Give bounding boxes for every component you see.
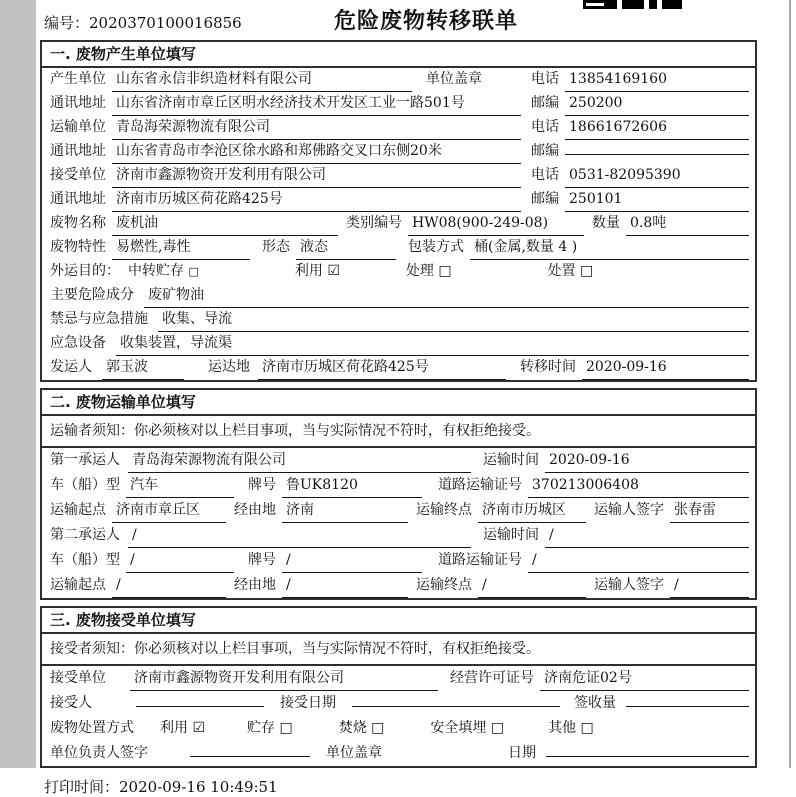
category-value: HW08(900-249-08) bbox=[408, 212, 584, 236]
carrier2-label: 第二承运人 bbox=[50, 527, 120, 543]
dest-value: 济南市历城区荷花路425号 bbox=[258, 356, 506, 380]
phone1-label: 电话 bbox=[531, 71, 559, 87]
qr-block bbox=[622, 0, 644, 9]
signed-amount-value bbox=[626, 706, 749, 707]
row-producer-address bbox=[42, 92, 755, 116]
plate2-value: / bbox=[282, 548, 422, 573]
serial-label: 编号： bbox=[44, 14, 90, 32]
unit-seal-label: 单位盖章 bbox=[426, 71, 482, 87]
purpose-option-utilize bbox=[295, 260, 340, 283]
waste-name-label: 废物名称 bbox=[50, 215, 106, 231]
qty-label: 数量 bbox=[592, 215, 620, 231]
sign2-label: 运输人签字 bbox=[594, 577, 664, 593]
row-disposal-method bbox=[42, 716, 755, 741]
transporter-label: 运输单位 bbox=[50, 119, 106, 135]
receive-date-label: 接受日期 bbox=[280, 695, 336, 711]
time2-value: / bbox=[545, 523, 749, 548]
time1-label: 运输时间 bbox=[483, 452, 539, 468]
qr-code-fragment bbox=[583, 0, 687, 9]
signed-amount-label: 签收量 bbox=[574, 695, 616, 711]
section-transporter bbox=[40, 388, 757, 600]
plate1-label: 牌号 bbox=[248, 477, 276, 493]
document-header bbox=[36, 0, 790, 40]
disposal-landfill-checkbox: □ bbox=[490, 720, 505, 736]
transporter-notice-label: 运输者须知： bbox=[50, 423, 134, 439]
origin2-label: 运输起点 bbox=[50, 577, 106, 593]
serial-number: 2020370100016856 bbox=[89, 14, 242, 32]
road-license2-value: / bbox=[528, 548, 749, 573]
receive-unit-label: 接受单位 bbox=[50, 670, 106, 686]
addr3-value: 济南市历城区荷花路425号 bbox=[112, 188, 521, 212]
via2-value: / bbox=[282, 573, 408, 598]
row-emergency-equipment bbox=[42, 332, 755, 356]
vehicle2-value: / bbox=[126, 548, 234, 573]
section-receiver bbox=[40, 606, 757, 768]
purpose-storage-label: 中转贮存 bbox=[128, 263, 184, 279]
traits-label: 废物特性 bbox=[50, 239, 106, 255]
row-receive-unit bbox=[42, 666, 755, 691]
phone1-value: 13854169160 bbox=[565, 68, 749, 92]
print-time-label: 打印时间： bbox=[44, 778, 120, 796]
zip1-label: 邮编 bbox=[531, 95, 559, 111]
shipper-label: 发运人 bbox=[50, 359, 92, 375]
origin1-value: 济南市章丘区 bbox=[112, 498, 226, 523]
carrier1-value: 青岛海荣源物流有限公司 bbox=[128, 448, 471, 473]
traits-value: 易燃性,毒性 bbox=[112, 236, 250, 260]
row-vehicle2 bbox=[42, 548, 755, 573]
hazard-value: 废矿物油 bbox=[144, 284, 749, 308]
addr2-value: 山东省青岛市李沧区徐水路和郑佛路交叉口东侧20米 bbox=[112, 140, 521, 164]
purpose-treat-checkbox: □ bbox=[438, 263, 452, 279]
operating-license-value: 济南危证02号 bbox=[540, 666, 749, 691]
qr-block bbox=[662, 0, 682, 9]
receive-person-value bbox=[136, 706, 264, 707]
row-hazard-component bbox=[42, 284, 755, 308]
transporter-value: 青岛海荣源物流有限公司 bbox=[112, 116, 521, 140]
section2-title: 二. 废物运输单位填写 bbox=[42, 390, 755, 416]
qr-block bbox=[649, 0, 657, 9]
sign1-value: 张春雷 bbox=[670, 498, 749, 523]
disposal-landfill-label: 安全填埋 bbox=[430, 720, 487, 736]
zip2-value bbox=[565, 154, 749, 155]
road-license1-label: 道路运输证号 bbox=[438, 477, 522, 493]
disposal-incinerate-label: 焚烧 bbox=[338, 720, 367, 736]
disposal-option-incinerate bbox=[339, 716, 385, 740]
qty-value: 0.8吨 bbox=[626, 212, 749, 236]
vehicle2-label: 车（船）型 bbox=[50, 552, 120, 568]
zip3-value: 250101 bbox=[565, 188, 749, 212]
disposal-store-label: 贮存 bbox=[247, 720, 276, 736]
zip3-label: 邮编 bbox=[531, 191, 559, 207]
form-value: 液态 bbox=[296, 236, 396, 260]
manager-sign-value bbox=[190, 756, 310, 757]
disposal-option-landfill bbox=[430, 716, 504, 740]
document bbox=[36, 0, 790, 797]
time2-label: 运输时间 bbox=[483, 527, 539, 543]
end2-label: 运输终点 bbox=[416, 577, 472, 593]
receiver-notice-label: 接受者须知： bbox=[50, 641, 134, 657]
plate1-value: 鲁UK8120 bbox=[282, 473, 422, 498]
vehicle1-label: 车（船）型 bbox=[50, 477, 120, 493]
section-producer bbox=[40, 40, 757, 382]
phone3-value: 0531-82095390 bbox=[565, 164, 749, 188]
receiver-notice bbox=[42, 634, 755, 666]
origin1-label: 运输起点 bbox=[50, 502, 106, 518]
row-manager-sign bbox=[42, 741, 755, 766]
serial-number-line bbox=[44, 12, 242, 33]
equip-label: 应急设备 bbox=[50, 335, 106, 351]
row-transport-unit bbox=[42, 116, 755, 140]
purpose-utilize-checkbox: ☑ bbox=[327, 263, 340, 279]
shipper-value: 郭玉波 bbox=[102, 356, 184, 380]
via2-label: 经由地 bbox=[234, 577, 276, 593]
origin2-value: / bbox=[112, 573, 226, 598]
via1-value: 济南 bbox=[282, 498, 408, 523]
addr1-label: 通讯地址 bbox=[50, 95, 106, 111]
taboo-label: 禁忌与应急措施 bbox=[50, 311, 148, 327]
taboo-value: 收集、导流 bbox=[158, 308, 749, 332]
form-label: 形态 bbox=[262, 239, 290, 255]
receiver-notice-text: 你必须核对以上栏目事项，当与实际情况不符时，有权拒绝接受。 bbox=[134, 641, 540, 657]
purpose-storage-checkbox: □ bbox=[188, 265, 199, 278]
row-receiver-unit bbox=[42, 164, 755, 188]
date2-value bbox=[546, 756, 749, 757]
purpose-utilize-label: 利用 bbox=[294, 263, 323, 279]
road-license1-value: 370213006408 bbox=[528, 473, 749, 498]
disposal-utilize-label: 利用 bbox=[160, 720, 188, 736]
purpose-option-treat bbox=[406, 260, 452, 283]
producer-unit-value: 山东省永信非织造材料有限公司 bbox=[112, 68, 412, 92]
end1-label: 运输终点 bbox=[416, 502, 472, 518]
packing-label: 包装方式 bbox=[408, 239, 464, 255]
packing-value: 桶(金属,数量 4 ) bbox=[470, 236, 749, 260]
transporter-notice bbox=[42, 416, 755, 448]
end1-value: 济南市历城区 bbox=[478, 498, 586, 523]
disposal-option-other bbox=[548, 716, 594, 740]
row-receive-person bbox=[42, 691, 755, 716]
category-label: 类别编号 bbox=[346, 215, 402, 231]
receive-unit-value: 济南市鑫源物资开发利用有限公司 bbox=[130, 666, 438, 691]
addr1-value: 山东省济南市章丘区明水经济技术开发区工业一路501号 bbox=[112, 92, 521, 116]
document-title: 危险废物转移联单 bbox=[334, 8, 519, 34]
waste-name-value: 废机油 bbox=[112, 212, 338, 236]
receiver-unit-label: 接受单位 bbox=[50, 167, 106, 183]
phone3-label: 电话 bbox=[531, 167, 559, 183]
producer-unit-label: 产生单位 bbox=[50, 71, 106, 87]
row-shipper bbox=[42, 356, 755, 380]
zip2-label: 邮编 bbox=[531, 143, 559, 159]
print-time-line bbox=[44, 776, 790, 797]
row-carrier2 bbox=[42, 523, 755, 548]
addr2-label: 通讯地址 bbox=[50, 143, 106, 159]
equip-value: 收集装置，导流渠 bbox=[116, 332, 749, 356]
via1-label: 经由地 bbox=[234, 502, 276, 518]
hazard-label: 主要危险成分 bbox=[50, 287, 134, 303]
time1-value: 2020-09-16 bbox=[545, 448, 749, 473]
row-transport-address bbox=[42, 140, 755, 164]
qr-block bbox=[583, 0, 607, 9]
row-waste-name bbox=[42, 212, 755, 236]
purpose-option-dispose bbox=[548, 260, 594, 283]
vehicle1-value: 汽车 bbox=[126, 473, 234, 498]
dest-label: 运达地 bbox=[208, 359, 250, 375]
unit-seal2-label: 单位盖章 bbox=[326, 745, 382, 761]
disposal-option-utilize bbox=[160, 716, 205, 740]
row-route1 bbox=[42, 498, 755, 523]
row-receiver-address bbox=[42, 188, 755, 212]
purpose-dispose-checkbox: □ bbox=[580, 263, 594, 279]
disposal-other-label: 其他 bbox=[548, 720, 577, 736]
road-license2-label: 道路运输证号 bbox=[438, 552, 522, 568]
zip1-value: 250200 bbox=[565, 92, 749, 116]
row-producer-unit bbox=[42, 68, 755, 92]
carrier2-value: / bbox=[128, 523, 471, 548]
phone2-value: 18661672606 bbox=[565, 116, 749, 140]
transporter-notice-text: 你必须核对以上栏目事项，当与实际情况不符时，有权拒绝接受。 bbox=[134, 423, 540, 439]
row-route2 bbox=[42, 573, 755, 598]
receive-date-value bbox=[352, 706, 560, 707]
purpose-treat-label: 处理 bbox=[405, 263, 434, 279]
section1-title: 一. 废物产生单位填写 bbox=[42, 42, 755, 68]
end2-value: / bbox=[478, 573, 586, 598]
receiver-unit-value: 济南市鑫源物资开发利用有限公司 bbox=[112, 164, 521, 188]
operating-license-label: 经营许可证号 bbox=[450, 670, 534, 686]
purpose-option-storage bbox=[128, 260, 199, 283]
row-carrier1 bbox=[42, 448, 755, 473]
section3-title: 三. 废物接受单位填写 bbox=[42, 608, 755, 634]
sign2-value: / bbox=[670, 573, 749, 598]
date2-label: 日期 bbox=[508, 745, 536, 761]
disposal-store-checkbox: □ bbox=[279, 720, 293, 736]
phone2-label: 电话 bbox=[531, 119, 559, 135]
addr3-label: 通讯地址 bbox=[50, 191, 106, 207]
disposal-utilize-checkbox: ☑ bbox=[192, 720, 206, 736]
receive-person-label: 接受人 bbox=[50, 695, 92, 711]
disposal-other-checkbox: □ bbox=[580, 720, 594, 736]
row-transfer-purpose bbox=[42, 260, 755, 284]
disposal-option-store bbox=[247, 716, 293, 740]
row-vehicle1 bbox=[42, 473, 755, 498]
row-waste-traits bbox=[42, 236, 755, 260]
disposal-incinerate-checkbox: □ bbox=[371, 720, 385, 736]
manager-sign-label: 单位负责人签字 bbox=[50, 745, 148, 761]
row-taboo-measures bbox=[42, 308, 755, 332]
plate2-label: 牌号 bbox=[248, 552, 276, 568]
purpose-dispose-label: 处置 bbox=[547, 263, 576, 279]
disposal-label: 废物处置方式 bbox=[50, 720, 134, 736]
sign1-label: 运输人签字 bbox=[594, 502, 664, 518]
print-time-value: 2020-09-16 10:49:51 bbox=[119, 778, 278, 796]
page-left-gray-margin bbox=[0, 0, 36, 768]
transfer-time-value: 2020-09-16 bbox=[582, 356, 749, 380]
carrier1-label: 第一承运人 bbox=[50, 452, 120, 468]
qr-block bbox=[607, 0, 617, 9]
transfer-time-label: 转移时间 bbox=[520, 359, 576, 375]
purpose-label: 外运目的： bbox=[50, 263, 120, 279]
